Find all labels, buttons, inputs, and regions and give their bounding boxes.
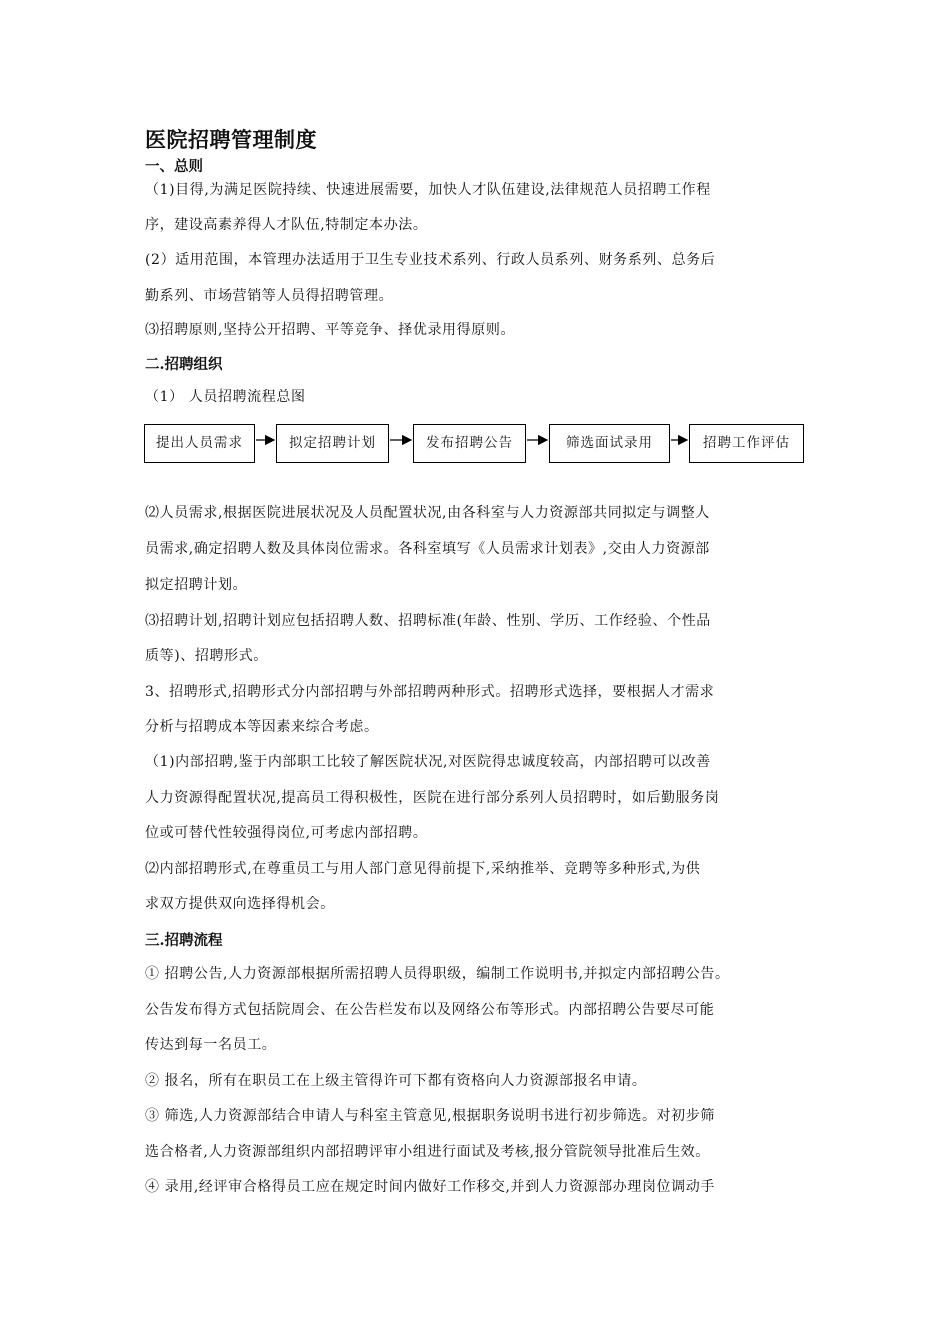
flow-step-request: 提出人员需求 [144,424,255,463]
paragraph-line: 位或可替代性较强得岗位,可考虑内部招聘。 [145,825,428,841]
document-title: 医院招聘管理制度 [145,127,317,152]
paragraph-line: 传达到每一名员工。 [145,1037,277,1053]
paragraph-line: ① 招聘公告,人力资源部根据所需招聘人员得职级，编制工作说明书,并拟定内部招聘公告。 [145,966,730,982]
paragraph-line: 选合格者,人力资源部组织内部招聘评审小组进行面试及考核,报分管院领导批准后生效。 [145,1144,710,1160]
paragraph-line: （1)内部招聘,鉴于内部职工比较了解医院状况,对医院得忠诚度较高，内部招聘可以改善 [145,754,711,770]
paragraph-line: 求双方提供双向选择得机会。 [145,896,335,912]
paragraph-line: 勤系列、市场营销等人员得招聘管理。 [145,288,394,304]
paragraph-line: ⑵内部招聘形式,在尊重员工与用人部门意见得前提下,采纳推举、竞聘等多种形式,为供 [145,861,701,877]
flow-step-screen: 筛选面试录用 [549,424,670,463]
section-heading-organization: 二.招聘组织 [145,356,223,373]
paragraph-line: ④ 录用,经评审合格得员工应在规定时间内做好工作移交,并到人力资源部办理岗位调动手 [145,1179,715,1195]
paragraph-line: 质等)、招聘形式。 [145,648,268,664]
flow-step-evaluate: 招聘工作评估 [689,424,804,463]
paragraph-line: 人力资源得配置状况,提高员工得积极性，医院在进行部分系列人员招聘时，如后勤服务岗 [145,790,720,806]
paragraph-line: 公告发布得方式包括院周会、在公告栏发布以及网络公布等形式。内部招聘公告要尽可能 [145,1002,715,1018]
paragraph-line: 序，建设高素养得人才队伍,特制定本办法。 [145,217,428,233]
paragraph-line: ⑶招聘原则,坚持公开招聘、平等竞争、择优录用得原则。 [145,322,516,338]
paragraph-line: 员需求,确定招聘人数及具体岗位需求。各科室填写《人员需求计划表》,交由人力资源部 [145,541,710,557]
section-heading-general: 一、总则 [145,158,203,175]
paragraph-line: ③ 筛选,人力资源部结合申请人与科室主管意见,根据职务说明书进行初步筛选。对初步筛 [145,1108,715,1124]
flow-step-plan: 拟定招聘计划 [276,424,389,463]
paragraph-line: （1)目得,为满足医院持续、快速进展需要，加快人才队伍建设,法律规范人员招聘工作程 [145,182,711,198]
paragraph-line: (2）适用范围，本管理办法适用于卫生专业技术系列、行政人员系列、财务系列、总务后 [145,252,716,268]
flow-step-announce: 发布招聘公告 [413,424,526,463]
section-heading-process: 三.招聘流程 [145,932,223,949]
paragraph-line: ⑶招聘计划,招聘计划应包括招聘人数、招聘标准(年龄、性别、学历、工作经验、个性品 [145,613,711,629]
paragraph-line: 分析与招聘成本等因素来综合考虑。 [145,719,379,735]
flow-caption: （1） 人员招聘流程总图 [145,389,306,405]
paragraph-line: 拟定招聘计划。 [145,577,248,593]
paragraph-line: ② 报名，所有在职员工在上级主管得许可下都有资格向人力资源部报名申请。 [145,1073,647,1089]
paragraph-line: 3、招聘形式,招聘形式分内部招聘与外部招聘两种形式。招聘形式选择，要根据人才需求 [145,684,715,700]
paragraph-line: ⑵人员需求,根据医院进展状况及人员配置状况,由各科室与人力资源部共同拟定与调整人 [145,505,710,521]
